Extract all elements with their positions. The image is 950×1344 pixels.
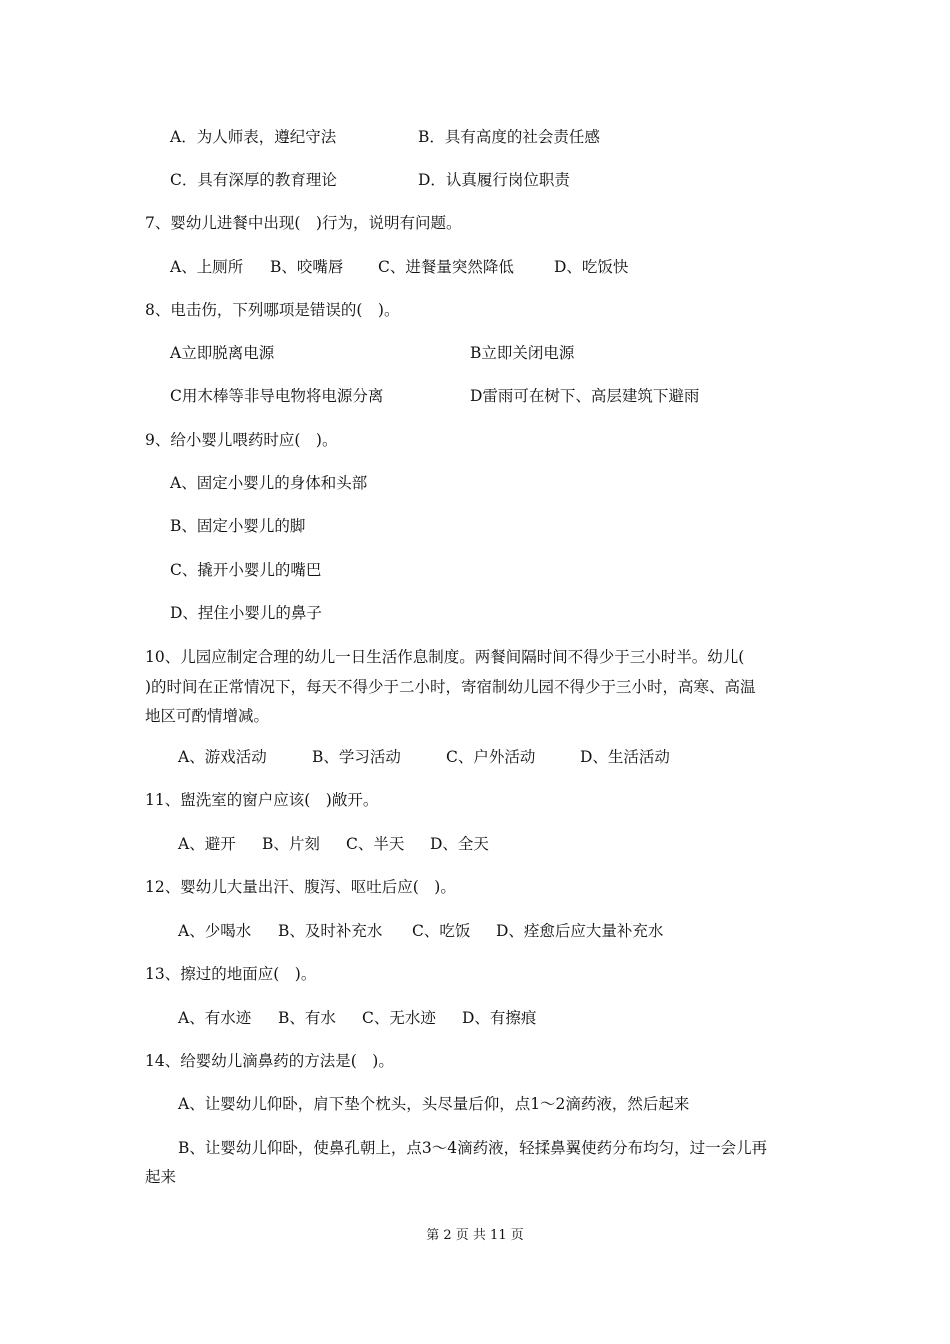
q9-option-a: A、固定小婴儿的身体和头部 bbox=[170, 474, 368, 492]
question-10-stem-line-1: 10、儿园应制定合理的幼儿一日生活作息制度。两餐间隔时间不得少于三小时半。幼儿( bbox=[145, 648, 745, 666]
q6-option-d: D．认真履行岗位职责 bbox=[418, 171, 570, 189]
q14-option-b-line-2: 起来 bbox=[145, 1168, 177, 1186]
question-13-stem: 13、擦过的地面应( )。 bbox=[145, 965, 317, 983]
q10-option-a: A、游戏活动 bbox=[178, 748, 267, 766]
page-number: 第 2 页 共 11 页 bbox=[426, 1228, 524, 1243]
q7-option-d: D、吃饭快 bbox=[554, 258, 629, 276]
q6-option-b: B．具有高度的社会责任感 bbox=[418, 128, 600, 146]
q9-option-d: D、捏住小婴儿的鼻子 bbox=[170, 604, 322, 622]
question-12-stem: 12、婴幼儿大量出汗、腹泻、呕吐后应( )。 bbox=[145, 878, 456, 896]
q12-option-b: B、及时补充水 bbox=[278, 922, 383, 940]
q11-option-c: C、半天 bbox=[346, 835, 405, 853]
q6-option-a: A．为人师表，遵纪守法 bbox=[170, 128, 337, 146]
q12-option-d: D、痊愈后应大量补充水 bbox=[496, 922, 664, 940]
q7-option-c: C、进餐量突然降低 bbox=[378, 258, 514, 276]
q14-option-b-line-1: B、让婴幼儿仰卧，使鼻孔朝上，点3～4滴药液，轻揉鼻翼使药分布均匀，过一会儿再 bbox=[178, 1139, 768, 1157]
question-14-stem: 14、给婴幼儿滴鼻药的方法是( )。 bbox=[145, 1052, 394, 1070]
q13-option-a: A、有水迹 bbox=[178, 1009, 252, 1027]
q10-option-b: B、学习活动 bbox=[312, 748, 401, 766]
q13-option-d: D、有擦痕 bbox=[462, 1009, 537, 1027]
q10-option-d: D、生活活动 bbox=[580, 748, 670, 766]
q11-option-a: A、避开 bbox=[178, 835, 236, 853]
q10-option-c: C、户外活动 bbox=[446, 748, 536, 766]
q12-option-a: A、少喝水 bbox=[178, 922, 252, 940]
q8-option-b: B立即关闭电源 bbox=[470, 344, 575, 362]
q8-option-c: C用木棒等非导电物将电源分离 bbox=[170, 387, 384, 405]
q6-option-c: C．具有深厚的教育理论 bbox=[170, 171, 337, 189]
question-10-stem-line-2: )的时间在正常情况下，每天不得少于二小时，寄宿制幼儿园不得少于三小时，高寒、高温 bbox=[145, 678, 756, 696]
q8-option-a: A立即脱离电源 bbox=[170, 344, 275, 362]
q11-option-b: B、片刻 bbox=[262, 835, 320, 853]
q11-option-d: D、全天 bbox=[430, 835, 489, 853]
question-8-stem: 8、电击伤，下列哪项是错误的( )。 bbox=[145, 301, 400, 319]
question-7-stem: 7、婴幼儿进餐中出现( )行为，说明有问题。 bbox=[145, 214, 462, 232]
q12-option-c: C、吃饭 bbox=[412, 922, 471, 940]
q14-option-a: A、让婴幼儿仰卧，肩下垫个枕头，头尽量后仰，点1～2滴药液，然后起来 bbox=[178, 1095, 690, 1113]
q13-option-b: B、有水 bbox=[278, 1009, 336, 1027]
q7-option-a: A、上厕所 bbox=[170, 258, 244, 276]
q8-option-d: D雷雨可在树下、高层建筑下避雨 bbox=[470, 387, 700, 405]
q13-option-c: C、无水迹 bbox=[362, 1009, 436, 1027]
question-11-stem: 11、盥洗室的窗户应该( )敞开。 bbox=[145, 791, 379, 809]
q9-option-c: C、撬开小婴儿的嘴巴 bbox=[170, 561, 322, 579]
question-10-stem-line-3: 地区可酌情增减。 bbox=[145, 707, 270, 725]
q9-option-b: B、固定小婴儿的脚 bbox=[170, 517, 306, 535]
question-9-stem: 9、给小婴儿喂药时应( )。 bbox=[145, 431, 338, 449]
q7-option-b: B、咬嘴唇 bbox=[270, 258, 344, 276]
